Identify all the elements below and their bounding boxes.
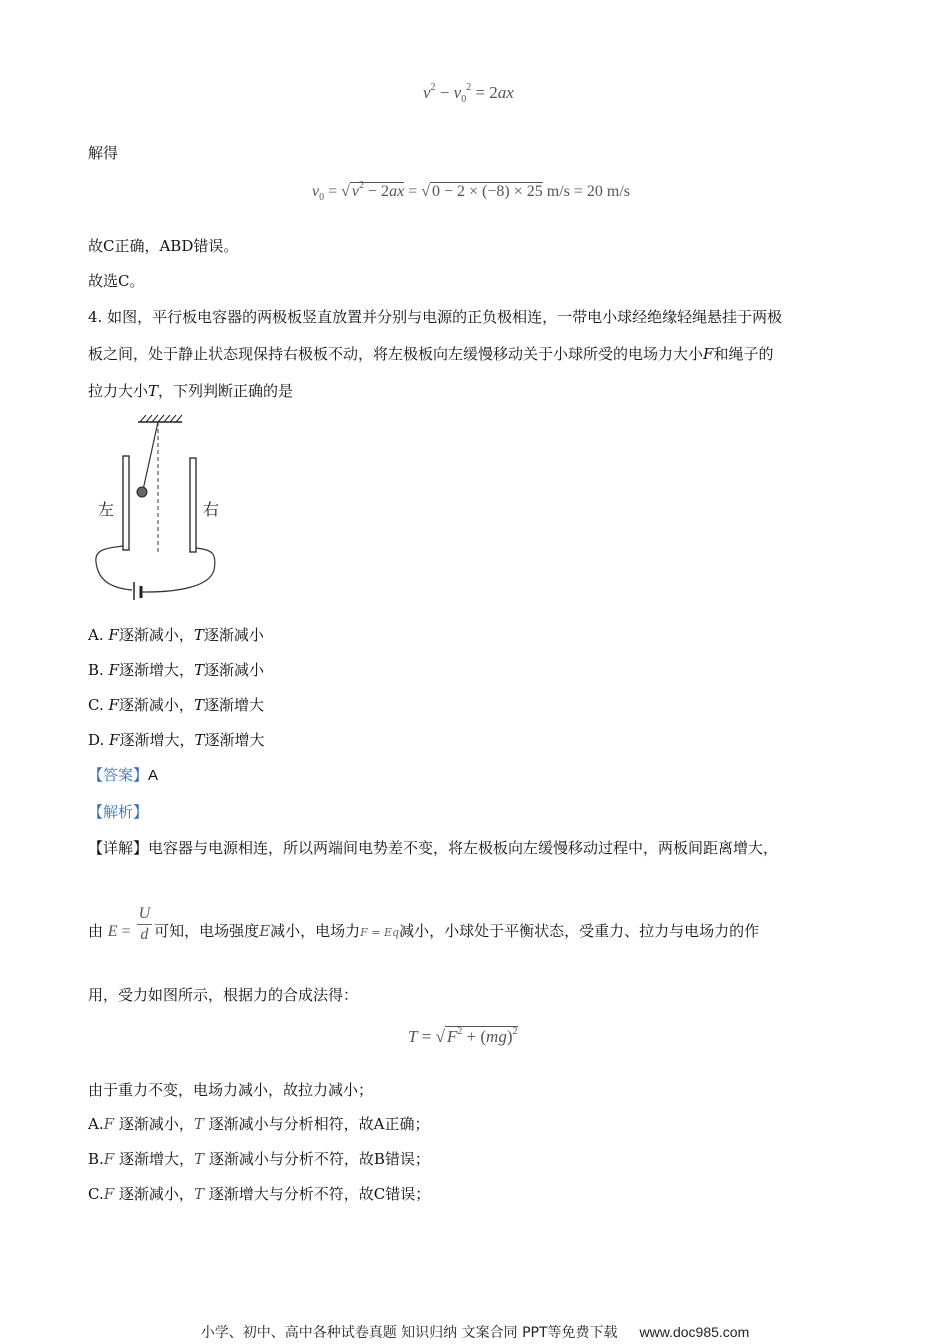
eq2-eq2: = [404, 183, 422, 200]
option-b [88, 660, 264, 680]
question-4-line-1: 4. 如图，平行板电容器的两极板竖直放置并分别与电源的正负极相连，一带电小球经绝缘轻绳悬挂于两极 [88, 308, 783, 326]
check-letter: C. [88, 1185, 104, 1203]
left-wire [96, 546, 132, 590]
check-letter: A. [88, 1115, 104, 1133]
check-T: T [193, 1185, 204, 1203]
detail-line-1 [88, 838, 778, 858]
check-T: T [193, 1115, 204, 1133]
eq1-sup: 2 [430, 82, 436, 93]
tension-sup2: 2 [512, 1026, 518, 1037]
option-t-text: 逐渐增大 [204, 731, 265, 749]
analysis-label: 【解析】 [88, 803, 149, 821]
q4-F: F [703, 345, 714, 363]
eq2-root-v: v [351, 183, 360, 200]
option-f-text: 逐渐减小， [118, 626, 194, 644]
detail-label: 【详解】 [88, 839, 149, 857]
check-a [88, 1114, 429, 1134]
eq1-rhs: = 2 [471, 83, 498, 102]
eq2-sub0: 0 [319, 192, 325, 203]
question-4-line-2 [88, 344, 773, 364]
equation-initial-velocity: $v_0$ = √ $v^2 - 2ax$ = √ 0 − 2 × (−8) × 25 m/s = 20 m/s [312, 180, 630, 203]
tension-plus: + ( [462, 1027, 487, 1046]
ceiling-hatch [140, 415, 182, 422]
q4-line2-text: 板之间，处于静止状态现保持右极板不动，将左极板向左缓慢移动关于小球所受的电场力大小 [88, 345, 704, 363]
solve-label: 解得 [88, 144, 119, 162]
footer-text: 小学、初中、高中各种试卷真题 知识归纳 文案合同 PPT等免费下载 [200, 1325, 618, 1341]
right-wire [146, 548, 215, 592]
option-f-text: 逐渐减小， [118, 696, 194, 714]
check-F: F [103, 1150, 115, 1168]
option-F: F [108, 696, 119, 714]
string [143, 422, 158, 490]
option-t-text: 逐渐减小 [203, 626, 264, 644]
left-label: 左 [98, 500, 115, 519]
q4-line3-end: ，下列判断正确的是 [158, 382, 294, 400]
check-t: 逐渐减小与分析不符，故B错误； [208, 1150, 430, 1168]
option-letter: A. [88, 626, 104, 644]
formula-E: E [107, 923, 118, 941]
q4-line3-start: 拉力大小 [88, 382, 149, 400]
detail-text-2a: 可知，电场强度 [154, 922, 260, 941]
option-letter: C. [88, 696, 104, 714]
option-t-text: 逐渐增大 [203, 696, 264, 714]
eq2-v0: v [312, 183, 320, 200]
answer-line [88, 765, 158, 786]
eq2-sup: 2 [359, 180, 365, 191]
option-d [88, 730, 265, 750]
option-F: F [108, 661, 119, 679]
tension-equation: T = √ $F^2 + (mg)^2$ [408, 1026, 518, 1046]
check-T: T [194, 1150, 205, 1168]
eq2-unit: m/s = 20 m/s [542, 183, 630, 200]
formula-eq: = [117, 923, 135, 941]
conclusion-1: 故C正确，ABD错误。 [88, 237, 239, 255]
check-f: 逐渐减小， [118, 1185, 194, 1203]
detail-text-2b: 减小，电场力 [270, 922, 361, 941]
tension-F: F [446, 1027, 458, 1046]
check-letter: B. [88, 1150, 104, 1168]
option-f-text: 逐渐增大， [119, 731, 195, 749]
check-b [88, 1149, 430, 1169]
eq1-ax: ax [497, 83, 514, 102]
check-f: 逐渐减小， [118, 1115, 194, 1133]
detail-E2: E [259, 922, 271, 941]
fraction-d: d [140, 926, 149, 943]
question-4-line-3 [88, 381, 293, 401]
left-plate [123, 456, 129, 550]
answer-label: 【答案】 [88, 766, 149, 784]
eq2-root-rest: − 2 [364, 183, 390, 200]
capacitor-figure [90, 412, 230, 608]
option-letter: B. [88, 661, 104, 679]
check-t: 逐渐减小与分析相符，故A正确； [208, 1115, 430, 1133]
detail-line-3: 用，受力如图所示，根据力的合成法得： [88, 986, 359, 1004]
eq1-sup-b: 2 [466, 82, 472, 93]
tension-mg: mg [486, 1027, 507, 1046]
option-letter: D. [88, 731, 105, 749]
option-a [88, 625, 264, 645]
q4-line2-end: 和绳子的 [713, 345, 774, 363]
detail-line-2 [88, 905, 760, 953]
conclusion-2: 故选C。 [88, 272, 145, 290]
option-T: T [194, 661, 205, 679]
tension-sup: 2 [457, 1026, 463, 1037]
eq1-sub0: 0 [461, 94, 467, 105]
tension-close: ) [506, 1027, 513, 1046]
footer-site-link[interactable]: www.doc985.com [639, 1324, 750, 1340]
detail-by: 由 [88, 922, 104, 941]
option-f-text: 逐渐增大， [119, 661, 195, 679]
check-f: 逐渐增大， [119, 1150, 195, 1168]
check-F: F [103, 1115, 115, 1133]
right-label: 右 [203, 500, 220, 519]
eq1-v: v [423, 83, 431, 102]
eq2-eq: = [324, 183, 342, 200]
detail-text-1: 电容器与电源相连，所以两端间电势差不变，将左极板向左缓慢移动过程中，两板间距离增大， [148, 839, 779, 857]
fraction-U: U [137, 904, 153, 925]
eq1-v0: v [453, 83, 462, 102]
option-T: T [193, 696, 204, 714]
detail-line-4: 由于重力不变，电场力减小，故拉力减小； [88, 1081, 374, 1099]
page-footer [0, 1322, 950, 1342]
charged-ball [137, 487, 147, 497]
tension-T: T [408, 1027, 418, 1046]
eq2-root-ax: ax [389, 183, 405, 200]
equation-kinematics [423, 82, 514, 105]
option-t-text: 逐渐减小 [204, 661, 265, 679]
detail-text-2c: 减小，小球处于平衡状态，受重力、拉力与电场力的作 [399, 922, 760, 941]
check-c [88, 1184, 430, 1204]
field-formula [107, 905, 154, 943]
answer-value: A [148, 767, 159, 784]
eq2-root2: 0 − 2 × (−8) × 25 [431, 183, 543, 200]
q4-T: T [148, 382, 159, 400]
option-T: T [194, 731, 205, 749]
option-c [88, 695, 264, 715]
right-plate [190, 458, 196, 552]
option-F: F [108, 626, 119, 644]
detail-F-eq: F = Eq [360, 926, 400, 940]
check-F: F [103, 1185, 115, 1203]
option-F: F [109, 731, 120, 749]
eq1-minus: − [435, 83, 454, 102]
tension-eqsign: = [417, 1027, 436, 1046]
check-t: 逐渐增大与分析不符，故C错误； [208, 1185, 431, 1203]
fraction-U-over-d [137, 904, 153, 945]
option-T: T [193, 626, 204, 644]
